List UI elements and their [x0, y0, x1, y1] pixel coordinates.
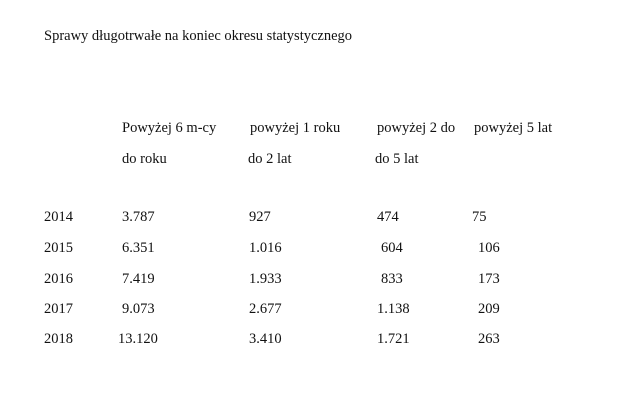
table-cell: 474 — [377, 209, 399, 225]
table-cell: 2.677 — [249, 301, 282, 317]
row-year: 2017 — [44, 301, 73, 317]
table-cell: 833 — [381, 271, 403, 287]
table-cell: 3.787 — [122, 209, 155, 225]
table-cell: 1.138 — [377, 301, 410, 317]
table-cell: 604 — [381, 240, 403, 256]
table-cell: 9.073 — [122, 301, 155, 317]
header-col-1-line-1: Powyżej 6 m-cy — [122, 120, 217, 136]
table-cell: 106 — [478, 240, 500, 256]
table-cell: 173 — [478, 271, 500, 287]
header-col-2-line-1: powyżej 1 roku — [250, 120, 341, 136]
table-cell: 927 — [249, 209, 271, 225]
table-cell: 75 — [472, 209, 487, 225]
table-cell: 1.933 — [249, 271, 282, 287]
table-cell: 7.419 — [122, 271, 155, 287]
table-cell: 6.351 — [122, 240, 155, 256]
row-year: 2018 — [44, 331, 73, 347]
table-cell: 263 — [478, 331, 500, 347]
header-col-3-line-2: do 5 lat — [375, 151, 419, 167]
header-col-3-line-1: powyżej 2 do — [377, 120, 456, 136]
row-year: 2015 — [44, 240, 73, 256]
table-cell: 1.016 — [249, 240, 282, 256]
header-col-1-line-2: do roku — [122, 151, 167, 167]
table-cell: 1.721 — [377, 331, 410, 347]
table-cell: 3.410 — [249, 331, 282, 347]
header-col-2-line-2: do 2 lat — [248, 151, 292, 167]
document-title: Sprawy długotrwałe na koniec okresu statystycznego — [44, 28, 353, 44]
table-cell: 13.120 — [118, 331, 158, 347]
row-year: 2014 — [44, 209, 73, 225]
row-year: 2016 — [44, 271, 73, 287]
table-cell: 209 — [478, 301, 500, 317]
header-col-4-line-1: powyżej 5 lat — [474, 120, 553, 136]
